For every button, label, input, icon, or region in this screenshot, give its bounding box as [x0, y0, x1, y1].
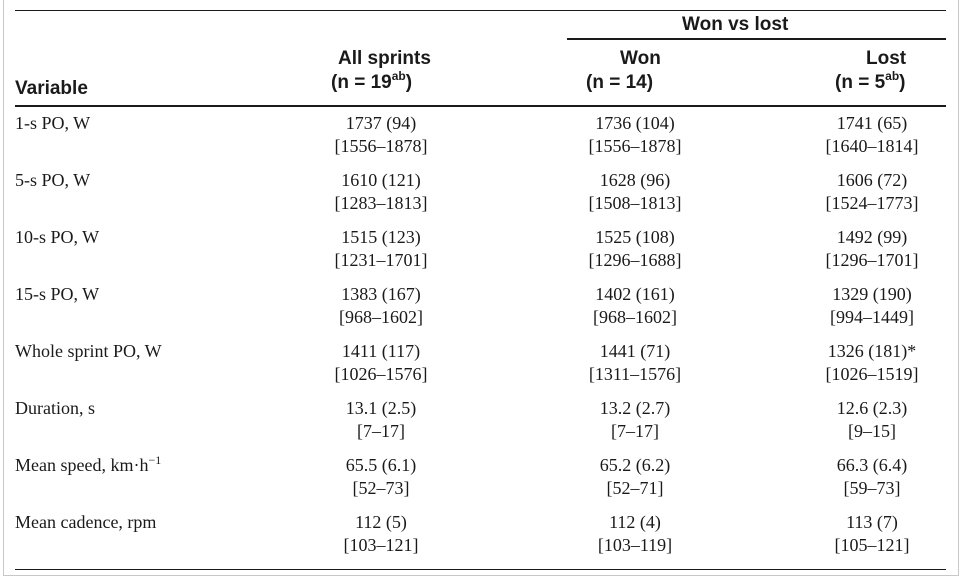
cell-won-mean-sd: 1525 (108) [595, 227, 675, 247]
cell-lost-range: [9–15] [848, 421, 896, 441]
cell-lost-range: [1524–1773] [825, 193, 919, 213]
cell-lost-mean-sd: 1606 (72) [836, 170, 908, 190]
cell-lost-mean-sd: 66.3 (6.4) [836, 455, 908, 475]
row-variable-label: 15-s PO, W [15, 284, 100, 304]
cell-all-mean-sd: 65.5 (6.1) [345, 455, 417, 475]
cell-won-range: [1296–1688] [588, 250, 682, 270]
col-header-won-n: (n = 14) [586, 72, 654, 93]
col-header-lost-title: Lost [866, 48, 907, 69]
row-variable-label: Mean speed, $km\cdot h^{-1}$ [15, 453, 162, 475]
col-header-variable: Variable [15, 78, 88, 99]
cell-lost-range: [1296–1701] [825, 250, 919, 270]
cell-won-mean-sd: 1628 (96) [599, 170, 671, 190]
cell-lost-range: [994–1449] [830, 307, 914, 327]
group-rule [567, 38, 946, 40]
cell-all-mean-sd: 1411 (117) [341, 341, 421, 361]
cell-lost-mean-sd: 1741 (65) [836, 113, 908, 133]
cell-all-mean-sd: 13.1 (2.5) [345, 398, 417, 418]
cell-won-range: [103–119] [597, 535, 673, 555]
col-header-won-title: Won [620, 48, 661, 69]
cell-won-mean-sd: 65.2 (6.2) [599, 455, 671, 475]
cell-won-mean-sd: 13.2 (2.7) [599, 398, 671, 418]
cell-won-range: [52–71] [606, 478, 664, 498]
group-header-won-vs-lost: Won vs lost [682, 14, 789, 35]
row-variable-label: Whole sprint PO, W [15, 341, 162, 361]
col-header-all-n: $(n = 19^{ab})$ [331, 69, 413, 93]
cell-lost-range: [1640–1814] [825, 136, 919, 156]
cell-all-range: [1283–1813] [334, 193, 428, 213]
cell-lost-range: [105–121] [834, 535, 910, 555]
cell-won-mean-sd: 112 (4) [609, 512, 661, 532]
cell-lost-range: [59–73] [843, 478, 901, 498]
row-variable-label: 5-s PO, W [15, 170, 91, 190]
cell-won-range: [968–1602] [593, 307, 677, 327]
cell-all-range: [1026–1576] [334, 364, 428, 384]
cell-won-range: [7–17] [611, 421, 659, 441]
cell-lost-mean-sd: 113 (7) [846, 512, 898, 532]
cell-lost-mean-sd: 1492 (99) [836, 227, 908, 247]
cell-won-range: [1311–1576] [588, 364, 682, 384]
cell-all-range: [1556–1878] [334, 136, 428, 156]
row-variable-label: Duration, s [15, 398, 95, 418]
cell-all-mean-sd: 112 (5) [355, 512, 407, 532]
cell-all-range: [103–121] [343, 535, 419, 555]
cell-all-mean-sd: 1610 (121) [341, 170, 421, 190]
cell-all-mean-sd: 1737 (94) [345, 113, 417, 133]
cell-lost-mean-sd: 1329 (190) [832, 284, 912, 304]
cell-all-range: [968–1602] [339, 307, 423, 327]
row-variable-label: 1-s PO, W [15, 113, 91, 133]
col-header-lost-n: $(n = 5^{ab})$ [835, 69, 906, 93]
top-rule [15, 10, 946, 11]
cell-all-mean-sd: 1383 (167) [341, 284, 421, 304]
row-variable-label: Mean cadence, rpm [15, 512, 157, 532]
cell-won-range: [1556–1878] [588, 136, 682, 156]
cell-lost-mean-sd: 1326 (181)* [827, 341, 917, 361]
cell-won-mean-sd: 1736 (104) [595, 113, 675, 133]
bottom-rule [15, 569, 946, 570]
cell-won-range: [1508–1813] [588, 193, 682, 213]
cell-all-range: [1231–1701] [334, 250, 428, 270]
cell-won-mean-sd: 1441 (71) [599, 341, 671, 361]
cell-all-mean-sd: 1515 (123) [341, 227, 421, 247]
header-rule [15, 105, 946, 107]
row-variable-label: 10-s PO, W [15, 227, 100, 247]
cell-all-range: [7–17] [357, 421, 405, 441]
cell-won-mean-sd: 1402 (161) [595, 284, 675, 304]
cell-lost-mean-sd: 12.6 (2.3) [836, 398, 908, 418]
cell-lost-range: [1026–1519] [825, 364, 919, 384]
col-header-all-title: All sprints [338, 48, 431, 69]
cell-all-range: [52–73] [352, 478, 410, 498]
